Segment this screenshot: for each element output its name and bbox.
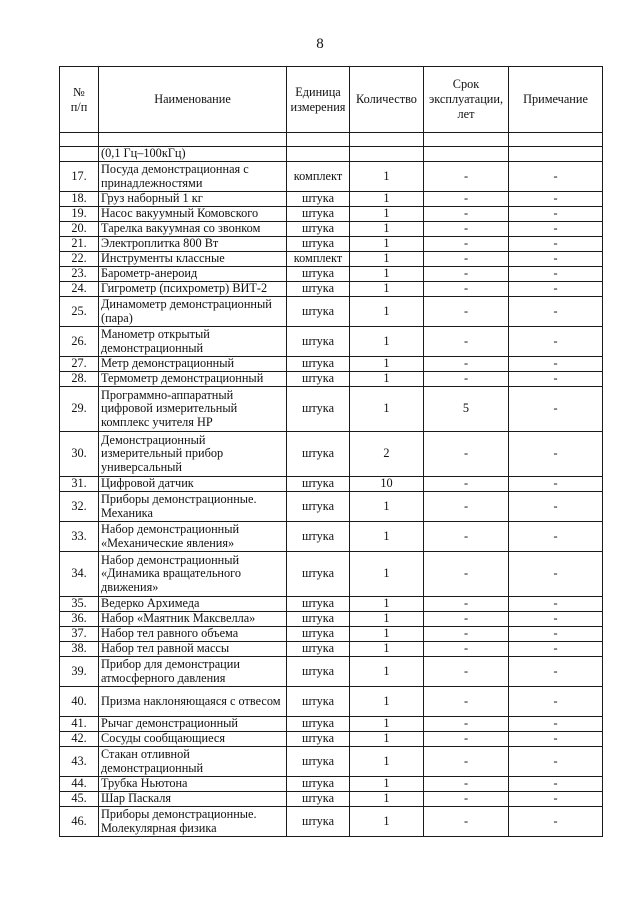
item-unit: штука — [287, 597, 350, 612]
table-row — [60, 552, 603, 597]
item-note: - — [509, 627, 603, 642]
row-number: 39. — [60, 657, 99, 687]
table-row — [60, 522, 603, 552]
item-unit: штука — [287, 207, 350, 222]
item-unit: штука — [287, 237, 350, 252]
item-note: - — [509, 162, 603, 192]
item-name: Набор демонстрационный «Динамика вращательного движения» — [99, 552, 287, 597]
row-number: 38. — [60, 642, 99, 657]
item-note — [509, 147, 603, 162]
table-row — [60, 732, 603, 747]
item-unit: штука — [287, 777, 350, 792]
item-service-life: - — [424, 252, 509, 267]
col-header-qty: Количество — [350, 67, 424, 133]
item-service-life: - — [424, 732, 509, 747]
col-header-unit: Единица измерения — [287, 67, 350, 133]
row-number: 36. — [60, 612, 99, 627]
equipment-table — [59, 66, 603, 837]
item-service-life: - — [424, 192, 509, 207]
item-service-life: - — [424, 222, 509, 237]
item-service-life: - — [424, 792, 509, 807]
row-number: 21. — [60, 237, 99, 252]
item-unit: штука — [287, 282, 350, 297]
item-name: Призма наклоняющаяся с отвесом — [99, 687, 287, 717]
row-number: 30. — [60, 432, 99, 477]
gap-cell — [424, 133, 509, 147]
item-name: Термометр демонстрационный — [99, 372, 287, 387]
row-number: 28. — [60, 372, 99, 387]
item-service-life: - — [424, 477, 509, 492]
table-row — [60, 597, 603, 612]
item-quantity: 1 — [350, 282, 424, 297]
item-note: - — [509, 612, 603, 627]
item-name: Программно-аппаратный цифровой измерительный комплекс учителя НР — [99, 387, 287, 432]
item-service-life: - — [424, 282, 509, 297]
row-number: 33. — [60, 522, 99, 552]
item-service-life: - — [424, 237, 509, 252]
gap-cell — [99, 133, 287, 147]
item-unit: штука — [287, 732, 350, 747]
item-name: Приборы демонстрационные. Механика — [99, 492, 287, 522]
item-unit: штука — [287, 492, 350, 522]
item-note: - — [509, 777, 603, 792]
item-quantity: 1 — [350, 372, 424, 387]
header-row — [60, 67, 603, 133]
item-service-life: - — [424, 552, 509, 597]
item-quantity: 1 — [350, 267, 424, 282]
item-quantity: 1 — [350, 747, 424, 777]
item-unit: штука — [287, 267, 350, 282]
item-quantity: 1 — [350, 252, 424, 267]
item-note: - — [509, 252, 603, 267]
item-quantity: 1 — [350, 492, 424, 522]
item-unit: комплект — [287, 162, 350, 192]
item-quantity: 1 — [350, 222, 424, 237]
item-service-life: - — [424, 372, 509, 387]
col-header-note: Примечание — [509, 67, 603, 133]
table-row — [60, 267, 603, 282]
item-unit: штука — [287, 357, 350, 372]
item-service-life: - — [424, 522, 509, 552]
item-quantity: 1 — [350, 657, 424, 687]
row-number: 43. — [60, 747, 99, 777]
table-row — [60, 792, 603, 807]
item-unit: штука — [287, 192, 350, 207]
item-note: - — [509, 732, 603, 747]
item-note: - — [509, 552, 603, 597]
table-row — [60, 477, 603, 492]
table-row — [60, 357, 603, 372]
item-quantity: 1 — [350, 387, 424, 432]
item-quantity: 1 — [350, 732, 424, 747]
item-quantity: 10 — [350, 477, 424, 492]
table-body — [60, 147, 603, 837]
table-row — [60, 282, 603, 297]
item-unit: штука — [287, 327, 350, 357]
item-name: Сосуды сообщающиеся — [99, 732, 287, 747]
row-number: 34. — [60, 552, 99, 597]
item-name: Набор демонстрационный «Механические явления» — [99, 522, 287, 552]
row-number: 44. — [60, 777, 99, 792]
item-note: - — [509, 522, 603, 552]
table-row — [60, 162, 603, 192]
gap-cell — [60, 133, 99, 147]
table-row — [60, 387, 603, 432]
item-service-life: - — [424, 327, 509, 357]
row-number — [60, 147, 99, 162]
item-unit: штука — [287, 657, 350, 687]
table-row — [60, 627, 603, 642]
item-note: - — [509, 807, 603, 837]
item-quantity: 1 — [350, 687, 424, 717]
item-unit: штука — [287, 372, 350, 387]
item-note: - — [509, 192, 603, 207]
item-quantity: 1 — [350, 807, 424, 837]
item-name: (0,1 Гц–100кГц) — [99, 147, 287, 162]
item-service-life: - — [424, 597, 509, 612]
item-note: - — [509, 327, 603, 357]
item-service-life: 5 — [424, 387, 509, 432]
header-gap-row — [60, 133, 603, 147]
item-note: - — [509, 222, 603, 237]
item-note: - — [509, 477, 603, 492]
item-service-life: - — [424, 267, 509, 282]
row-number: 40. — [60, 687, 99, 717]
item-quantity: 1 — [350, 612, 424, 627]
item-quantity: 1 — [350, 642, 424, 657]
item-unit — [287, 147, 350, 162]
row-number: 19. — [60, 207, 99, 222]
item-service-life: - — [424, 777, 509, 792]
item-note: - — [509, 282, 603, 297]
item-name: Насос вакуумный Комовского — [99, 207, 287, 222]
item-note: - — [509, 747, 603, 777]
item-service-life: - — [424, 612, 509, 627]
table-row — [60, 327, 603, 357]
item-name: Стакан отливной демонстрационный — [99, 747, 287, 777]
item-unit: штука — [287, 432, 350, 477]
row-number: 31. — [60, 477, 99, 492]
item-service-life: - — [424, 717, 509, 732]
col-header-name: Наименование — [99, 67, 287, 133]
item-note: - — [509, 267, 603, 282]
item-note: - — [509, 372, 603, 387]
table-row — [60, 747, 603, 777]
item-name: Посуда демонстрационная с принадлежностями — [99, 162, 287, 192]
item-unit: штука — [287, 522, 350, 552]
item-name: Метр демонстрационный — [99, 357, 287, 372]
gap-cell — [287, 133, 350, 147]
item-quantity: 1 — [350, 597, 424, 612]
row-number: 45. — [60, 792, 99, 807]
item-service-life: - — [424, 657, 509, 687]
item-name: Ведерко Архимеда — [99, 597, 287, 612]
item-name: Шар Паскаля — [99, 792, 287, 807]
item-service-life: - — [424, 162, 509, 192]
item-unit: штука — [287, 552, 350, 597]
row-number: 26. — [60, 327, 99, 357]
item-name: Динамометр демонстрационный (пара) — [99, 297, 287, 327]
table-row — [60, 642, 603, 657]
item-name: Барометр-анероид — [99, 267, 287, 282]
item-name: Инструменты классные — [99, 252, 287, 267]
table-row — [60, 147, 603, 162]
item-unit: штука — [287, 222, 350, 237]
item-service-life: - — [424, 747, 509, 777]
item-service-life: - — [424, 642, 509, 657]
row-number: 37. — [60, 627, 99, 642]
table-row — [60, 297, 603, 327]
item-name: Манометр открытый демонстрационный — [99, 327, 287, 357]
item-quantity: 2 — [350, 432, 424, 477]
item-service-life: - — [424, 357, 509, 372]
table-row — [60, 252, 603, 267]
item-quantity: 1 — [350, 162, 424, 192]
item-quantity: 1 — [350, 717, 424, 732]
row-number: 42. — [60, 732, 99, 747]
row-number: 27. — [60, 357, 99, 372]
item-note: - — [509, 597, 603, 612]
item-service-life: - — [424, 297, 509, 327]
item-unit: штука — [287, 612, 350, 627]
table-row — [60, 687, 603, 717]
item-quantity: 1 — [350, 327, 424, 357]
item-note: - — [509, 207, 603, 222]
item-name: Набор тел равной массы — [99, 642, 287, 657]
row-number: 20. — [60, 222, 99, 237]
item-unit: штука — [287, 627, 350, 642]
item-quantity: 1 — [350, 357, 424, 372]
table-row — [60, 492, 603, 522]
item-quantity: 1 — [350, 207, 424, 222]
item-note: - — [509, 717, 603, 732]
table-row — [60, 237, 603, 252]
row-number: 46. — [60, 807, 99, 837]
item-name: Набор «Маятник Максвелла» — [99, 612, 287, 627]
item-note: - — [509, 432, 603, 477]
page-number: 8 — [316, 36, 324, 52]
item-note: - — [509, 237, 603, 252]
row-number: 25. — [60, 297, 99, 327]
table-row — [60, 657, 603, 687]
table-row — [60, 612, 603, 627]
item-name: Цифровой датчик — [99, 477, 287, 492]
item-quantity: 1 — [350, 792, 424, 807]
item-service-life: - — [424, 492, 509, 522]
item-unit: штука — [287, 717, 350, 732]
item-name: Демонстрационный измерительный прибор универсальный — [99, 432, 287, 477]
row-number: 32. — [60, 492, 99, 522]
item-quantity: 1 — [350, 552, 424, 597]
item-note: - — [509, 492, 603, 522]
row-number: 17. — [60, 162, 99, 192]
item-name: Набор тел равного объема — [99, 627, 287, 642]
item-note: - — [509, 657, 603, 687]
item-unit: штука — [287, 387, 350, 432]
row-number: 18. — [60, 192, 99, 207]
item-note: - — [509, 792, 603, 807]
item-unit: штука — [287, 807, 350, 837]
item-quantity: 1 — [350, 522, 424, 552]
item-unit: штука — [287, 642, 350, 657]
item-note: - — [509, 357, 603, 372]
item-name: Гигрометр (психрометр) ВИТ-2 — [99, 282, 287, 297]
table-row — [60, 222, 603, 237]
table-row — [60, 372, 603, 387]
item-note: - — [509, 687, 603, 717]
item-name: Тарелка вакуумная со звонком — [99, 222, 287, 237]
item-unit: штука — [287, 747, 350, 777]
item-name: Рычаг демонстрационный — [99, 717, 287, 732]
table-row — [60, 807, 603, 837]
col-header-num: № п/п — [60, 67, 99, 133]
item-unit: штука — [287, 297, 350, 327]
table-row — [60, 207, 603, 222]
row-number: 35. — [60, 597, 99, 612]
row-number: 24. — [60, 282, 99, 297]
item-quantity: 1 — [350, 627, 424, 642]
item-name: Трубка Ньютона — [99, 777, 287, 792]
item-quantity — [350, 147, 424, 162]
item-note: - — [509, 387, 603, 432]
item-unit: штука — [287, 477, 350, 492]
item-name: Прибор для демонстрации атмосферного давления — [99, 657, 287, 687]
col-header-life: Срок эксплуатации, лет — [424, 67, 509, 133]
item-service-life: - — [424, 687, 509, 717]
row-number: 22. — [60, 252, 99, 267]
table-row — [60, 777, 603, 792]
item-quantity: 1 — [350, 297, 424, 327]
item-name: Электроплитка 800 Вт — [99, 237, 287, 252]
item-name: Груз наборный 1 кг — [99, 192, 287, 207]
item-service-life: - — [424, 807, 509, 837]
item-unit: комплект — [287, 252, 350, 267]
gap-cell — [509, 133, 603, 147]
item-note: - — [509, 297, 603, 327]
item-unit: штука — [287, 792, 350, 807]
row-number: 41. — [60, 717, 99, 732]
table-row — [60, 192, 603, 207]
row-number: 23. — [60, 267, 99, 282]
item-service-life — [424, 147, 509, 162]
item-name: Приборы демонстрационные. Молекулярная физика — [99, 807, 287, 837]
table-row — [60, 717, 603, 732]
item-note: - — [509, 642, 603, 657]
gap-cell — [350, 133, 424, 147]
row-number: 29. — [60, 387, 99, 432]
table-row — [60, 432, 603, 477]
item-quantity: 1 — [350, 192, 424, 207]
item-quantity: 1 — [350, 777, 424, 792]
item-service-life: - — [424, 432, 509, 477]
item-service-life: - — [424, 627, 509, 642]
item-service-life: - — [424, 207, 509, 222]
item-unit: штука — [287, 687, 350, 717]
item-quantity: 1 — [350, 237, 424, 252]
